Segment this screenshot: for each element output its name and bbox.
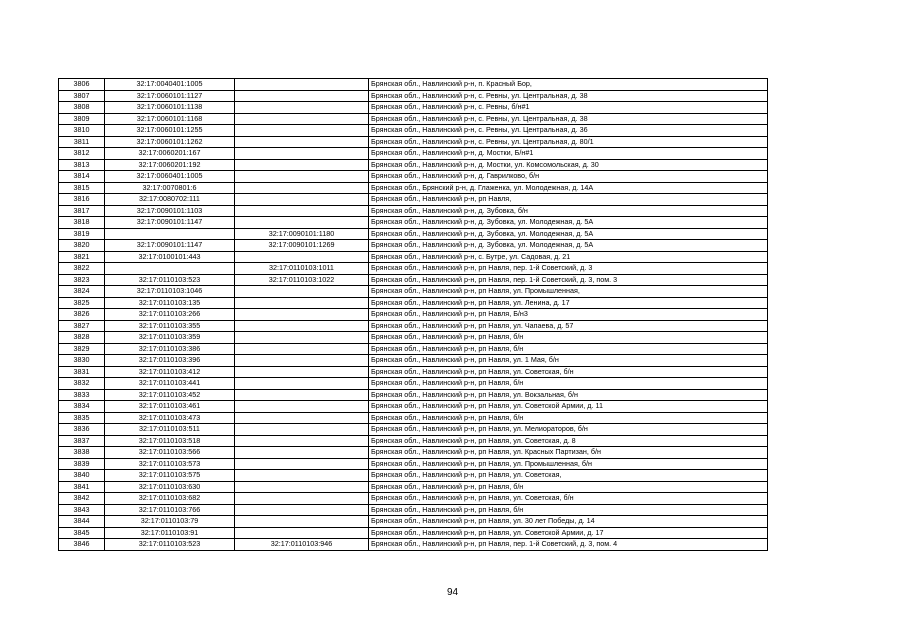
table-row — [59, 263, 768, 275]
row-number-cell: 3835 — [59, 412, 105, 424]
page-number: 94 — [446, 587, 459, 598]
row-number-cell: 3837 — [59, 435, 105, 447]
cadastral-number-cell: 32:17:0110103:523 — [105, 274, 235, 286]
related-cadastral-number-cell — [235, 527, 369, 539]
cadastral-number-cell: 32:17:0110103:523 — [105, 539, 235, 551]
related-cadastral-number-cell — [235, 516, 369, 528]
address-cell: Брянская обл., Навлинский р-н, рп Навля, ул. Красных Партизан, б/н — [369, 447, 768, 459]
table-row — [59, 228, 768, 240]
cadastral-number-cell: 32:17:0070801:6 — [105, 182, 235, 194]
row-number-cell: 3836 — [59, 424, 105, 436]
related-cadastral-number-cell — [235, 424, 369, 436]
address-cell: Брянская обл., Навлинский р-н, рп Навля, пер. 1-й Советский, д. 3, пом. 4 — [369, 539, 768, 551]
related-cadastral-number-cell — [235, 79, 369, 91]
address-cell: Брянская обл., Навлинский р-н, рп Навля, — [369, 194, 768, 206]
cadastral-number-cell: 32:17:0110103:441 — [105, 378, 235, 390]
address-cell: Брянская обл., Навлинский р-н, рп Навля, ул. Советской Армии, д. 11 — [369, 401, 768, 413]
cadastral-number-cell: 32:17:0110103:473 — [105, 412, 235, 424]
table-row — [59, 470, 768, 482]
row-number-cell: 3822 — [59, 263, 105, 275]
registry-table — [58, 78, 768, 551]
table-row — [59, 148, 768, 160]
table-row — [59, 320, 768, 332]
table-row — [59, 102, 768, 114]
table-row — [59, 481, 768, 493]
address-cell: Брянская обл., Брянский р-н, д. Глаженка, ул. Молодежная, д. 14А — [369, 182, 768, 194]
related-cadastral-number-cell: 32:17:0110103:1022 — [235, 274, 369, 286]
cadastral-number-cell — [105, 263, 235, 275]
table-row — [59, 274, 768, 286]
table-row — [59, 355, 768, 367]
address-cell: Брянская обл., Навлинский р-н, рп Навля, Б/н3 — [369, 309, 768, 321]
row-number-cell: 3819 — [59, 228, 105, 240]
row-number-cell: 3830 — [59, 355, 105, 367]
cadastral-number-cell: 32:17:0110103:412 — [105, 366, 235, 378]
cadastral-number-cell: 32:17:0060101:1168 — [105, 113, 235, 125]
table-row — [59, 194, 768, 206]
cadastral-number-cell: 32:17:0060201:192 — [105, 159, 235, 171]
address-cell: Брянская обл., Навлинский р-н, рп Навля, ул. Советская, б/н — [369, 366, 768, 378]
related-cadastral-number-cell — [235, 435, 369, 447]
cadastral-number-cell: 32:17:0060201:167 — [105, 148, 235, 160]
address-cell: Брянская обл., Навлинский р-н, д. Зубовка, ул. Молодежная, д. 5А — [369, 217, 768, 229]
address-cell: Брянская обл., Навлинский р-н, с. Ревны, ул. Центральная, д. 80/1 — [369, 136, 768, 148]
related-cadastral-number-cell — [235, 136, 369, 148]
related-cadastral-number-cell — [235, 481, 369, 493]
row-number-cell: 3845 — [59, 527, 105, 539]
table-row — [59, 424, 768, 436]
table-row — [59, 343, 768, 355]
cadastral-number-cell: 32:17:0110103:386 — [105, 343, 235, 355]
address-cell: Брянская обл., Навлинский р-н, рп Навля, ул. Вокзальная, б/н — [369, 389, 768, 401]
cadastral-number-cell: 32:17:0110103:355 — [105, 320, 235, 332]
row-number-cell: 3809 — [59, 113, 105, 125]
table-row — [59, 401, 768, 413]
address-cell: Брянская обл., Навлинский р-н, рп Навля, ул. Чапаева, д. 57 — [369, 320, 768, 332]
related-cadastral-number-cell — [235, 343, 369, 355]
cadastral-number-cell: 32:17:0090101:1103 — [105, 205, 235, 217]
cadastral-number-cell: 32:17:0080702:111 — [105, 194, 235, 206]
related-cadastral-number-cell — [235, 412, 369, 424]
address-cell: Брянская обл., Навлинский р-н, рп Навля, б/н — [369, 378, 768, 390]
table-row — [59, 251, 768, 263]
cadastral-number-cell: 32:17:0110103:511 — [105, 424, 235, 436]
cadastral-number-cell: 32:17:0060101:1255 — [105, 125, 235, 137]
table-row — [59, 539, 768, 551]
related-cadastral-number-cell — [235, 148, 369, 160]
table-row — [59, 113, 768, 125]
row-number-cell: 3813 — [59, 159, 105, 171]
address-cell: Брянская обл., Навлинский р-н, д. Зубовка, ул. Молодежная, д. 5А — [369, 240, 768, 252]
related-cadastral-number-cell — [235, 366, 369, 378]
address-cell: Брянская обл., Навлинский р-н, с. Ревны, б/н#1 — [369, 102, 768, 114]
row-number-cell: 3823 — [59, 274, 105, 286]
table-row — [59, 205, 768, 217]
address-cell: Брянская обл., Навлинский р-н, д. Зубовка, ул. Молодежная, д. 5А — [369, 228, 768, 240]
row-number-cell: 3820 — [59, 240, 105, 252]
row-number-cell: 3807 — [59, 90, 105, 102]
cadastral-number-cell: 32:17:0110103:461 — [105, 401, 235, 413]
address-cell: Брянская обл., Навлинский р-н, рп Навля, ул. Промышленная, б/н — [369, 458, 768, 470]
cadastral-number-cell — [105, 228, 235, 240]
row-number-cell: 3840 — [59, 470, 105, 482]
cadastral-number-cell: 32:17:0110103:135 — [105, 297, 235, 309]
address-cell: Брянская обл., Навлинский р-н, рп Навля, ул. Советской Армии, д. 17 — [369, 527, 768, 539]
table-row — [59, 90, 768, 102]
address-cell: Брянская обл., Навлинский р-н, рп Навля, б/н — [369, 412, 768, 424]
address-cell: Брянская обл., Навлинский р-н, рп Навля, пер. 1-й Советский, д. 3 — [369, 263, 768, 275]
table-row — [59, 136, 768, 148]
related-cadastral-number-cell — [235, 159, 369, 171]
cadastral-number-cell: 32:17:0110103:573 — [105, 458, 235, 470]
related-cadastral-number-cell — [235, 182, 369, 194]
cadastral-number-cell: 32:17:0060101:1127 — [105, 90, 235, 102]
row-number-cell: 3843 — [59, 504, 105, 516]
related-cadastral-number-cell — [235, 102, 369, 114]
related-cadastral-number-cell — [235, 458, 369, 470]
cadastral-number-cell: 32:17:0110103:1046 — [105, 286, 235, 298]
table-row — [59, 447, 768, 459]
cadastral-number-cell: 32:17:0110103:79 — [105, 516, 235, 528]
address-cell: Брянская обл., Навлинский р-н, рп Навля, б/н — [369, 504, 768, 516]
related-cadastral-number-cell — [235, 113, 369, 125]
row-number-cell: 3833 — [59, 389, 105, 401]
cadastral-number-cell: 32:17:0110103:766 — [105, 504, 235, 516]
related-cadastral-number-cell — [235, 217, 369, 229]
registry-table-body — [59, 79, 768, 551]
related-cadastral-number-cell — [235, 378, 369, 390]
address-cell: Брянская обл., Навлинский р-н, рп Навля, ул. 30 лет Победы, д. 14 — [369, 516, 768, 528]
cadastral-number-cell: 32:17:0060401:1005 — [105, 171, 235, 183]
address-cell: Брянская обл., Навлинский р-н, д. Мостки, Б/н#1 — [369, 148, 768, 160]
related-cadastral-number-cell — [235, 297, 369, 309]
table-row — [59, 516, 768, 528]
address-cell: Брянская обл., Навлинский р-н, с. Ревны, ул. Центральная, д. 38 — [369, 90, 768, 102]
row-number-cell: 3831 — [59, 366, 105, 378]
address-cell: Брянская обл., Навлинский р-н, с. Бутре, ул. Садовая, д. 21 — [369, 251, 768, 263]
table-row — [59, 412, 768, 424]
address-cell: Брянская обл., Навлинский р-н, рп Навля, ул. Ленина, д. 17 — [369, 297, 768, 309]
related-cadastral-number-cell — [235, 447, 369, 459]
address-cell: Брянская обл., Навлинский р-н, рп Навля, ул. Советская, — [369, 470, 768, 482]
address-cell: Брянская обл., Навлинский р-н, п. Красный Бор, — [369, 79, 768, 91]
related-cadastral-number-cell: 32:17:0090101:1269 — [235, 240, 369, 252]
table-row — [59, 309, 768, 321]
cadastral-number-cell: 32:17:0110103:630 — [105, 481, 235, 493]
table-row — [59, 435, 768, 447]
table-row — [59, 171, 768, 183]
related-cadastral-number-cell: 32:17:0110103:1011 — [235, 263, 369, 275]
table-row — [59, 240, 768, 252]
row-number-cell: 3832 — [59, 378, 105, 390]
related-cadastral-number-cell — [235, 194, 369, 206]
related-cadastral-number-cell: 32:17:0090101:1180 — [235, 228, 369, 240]
cadastral-number-cell: 32:17:0110103:266 — [105, 309, 235, 321]
table-row — [59, 125, 768, 137]
address-cell: Брянская обл., Навлинский р-н, д. Мостки, ул. Комсомольская, д. 30 — [369, 159, 768, 171]
row-number-cell: 3839 — [59, 458, 105, 470]
cadastral-number-cell: 32:17:0110103:396 — [105, 355, 235, 367]
cadastral-number-cell: 32:17:0110103:566 — [105, 447, 235, 459]
row-number-cell: 3825 — [59, 297, 105, 309]
cadastral-number-cell: 32:17:0090101:1147 — [105, 217, 235, 229]
related-cadastral-number-cell — [235, 90, 369, 102]
table-row — [59, 217, 768, 229]
cadastral-number-cell: 32:17:0110103:575 — [105, 470, 235, 482]
row-number-cell: 3808 — [59, 102, 105, 114]
table-row — [59, 159, 768, 171]
cadastral-number-cell: 32:17:0110103:518 — [105, 435, 235, 447]
table-row — [59, 297, 768, 309]
related-cadastral-number-cell — [235, 470, 369, 482]
address-cell: Брянская обл., Навлинский р-н, рп Навля, ул. Советская, б/н — [369, 493, 768, 505]
address-cell: Брянская обл., Навлинский р-н, д. Гаврилково, б/н — [369, 171, 768, 183]
address-cell: Брянская обл., Навлинский р-н, рп Навля, б/н — [369, 343, 768, 355]
table-row — [59, 458, 768, 470]
row-number-cell: 3829 — [59, 343, 105, 355]
row-number-cell: 3846 — [59, 539, 105, 551]
address-cell: Брянская обл., Навлинский р-н, рп Навля, ул. Промышленная, — [369, 286, 768, 298]
row-number-cell: 3818 — [59, 217, 105, 229]
table-row — [59, 332, 768, 344]
table-row — [59, 366, 768, 378]
row-number-cell: 3810 — [59, 125, 105, 137]
row-number-cell: 3834 — [59, 401, 105, 413]
related-cadastral-number-cell — [235, 205, 369, 217]
related-cadastral-number-cell — [235, 251, 369, 263]
cadastral-number-cell: 32:17:0110103:682 — [105, 493, 235, 505]
table-row — [59, 286, 768, 298]
cadastral-number-cell: 32:17:0090101:1147 — [105, 240, 235, 252]
row-number-cell: 3838 — [59, 447, 105, 459]
row-number-cell: 3816 — [59, 194, 105, 206]
cadastral-number-cell: 32:17:0110103:452 — [105, 389, 235, 401]
table-row — [59, 527, 768, 539]
table-row — [59, 378, 768, 390]
cadastral-number-cell: 32:17:0100101:443 — [105, 251, 235, 263]
table-row — [59, 182, 768, 194]
address-cell: Брянская обл., Навлинский р-н, рп Навля, ул. Мелиораторов, б/н — [369, 424, 768, 436]
row-number-cell: 3814 — [59, 171, 105, 183]
row-number-cell: 3828 — [59, 332, 105, 344]
related-cadastral-number-cell — [235, 332, 369, 344]
row-number-cell: 3824 — [59, 286, 105, 298]
cadastral-number-cell: 32:17:0110103:359 — [105, 332, 235, 344]
row-number-cell: 3827 — [59, 320, 105, 332]
cadastral-number-cell: 32:17:0040401:1005 — [105, 79, 235, 91]
address-cell: Брянская обл., Навлинский р-н, рп Навля, ул. Советская, д. 8 — [369, 435, 768, 447]
row-number-cell: 3844 — [59, 516, 105, 528]
row-number-cell: 3811 — [59, 136, 105, 148]
row-number-cell: 3842 — [59, 493, 105, 505]
related-cadastral-number-cell — [235, 389, 369, 401]
table-row — [59, 389, 768, 401]
row-number-cell: 3815 — [59, 182, 105, 194]
related-cadastral-number-cell — [235, 171, 369, 183]
row-number-cell: 3817 — [59, 205, 105, 217]
table-row — [59, 504, 768, 516]
cadastral-number-cell: 32:17:0060101:1262 — [105, 136, 235, 148]
row-number-cell: 3841 — [59, 481, 105, 493]
address-cell: Брянская обл., Навлинский р-н, рп Навля, б/н — [369, 332, 768, 344]
related-cadastral-number-cell — [235, 309, 369, 321]
cadastral-number-cell: 32:17:0110103:91 — [105, 527, 235, 539]
row-number-cell: 3826 — [59, 309, 105, 321]
cadastral-number-cell: 32:17:0060101:1138 — [105, 102, 235, 114]
address-cell: Брянская обл., Навлинский р-н, д. Зубовка, б/н — [369, 205, 768, 217]
address-cell: Брянская обл., Навлинский р-н, рп Навля, пер. 1-й Советский, д. 3, пом. 3 — [369, 274, 768, 286]
related-cadastral-number-cell — [235, 355, 369, 367]
related-cadastral-number-cell — [235, 504, 369, 516]
address-cell: Брянская обл., Навлинский р-н, с. Ревны, ул. Центральная, д. 36 — [369, 125, 768, 137]
related-cadastral-number-cell — [235, 125, 369, 137]
address-cell: Брянская обл., Навлинский р-н, рп Навля, б/н — [369, 481, 768, 493]
related-cadastral-number-cell — [235, 401, 369, 413]
row-number-cell: 3812 — [59, 148, 105, 160]
row-number-cell: 3806 — [59, 79, 105, 91]
related-cadastral-number-cell — [235, 286, 369, 298]
row-number-cell: 3821 — [59, 251, 105, 263]
related-cadastral-number-cell — [235, 493, 369, 505]
address-cell: Брянская обл., Навлинский р-н, с. Ревны, ул. Центральная, д. 38 — [369, 113, 768, 125]
table-row — [59, 79, 768, 91]
address-cell: Брянская обл., Навлинский р-н, рп Навля, ул. 1 Мая, б/н — [369, 355, 768, 367]
related-cadastral-number-cell: 32:17:0110103:946 — [235, 539, 369, 551]
related-cadastral-number-cell — [235, 320, 369, 332]
table-row — [59, 493, 768, 505]
